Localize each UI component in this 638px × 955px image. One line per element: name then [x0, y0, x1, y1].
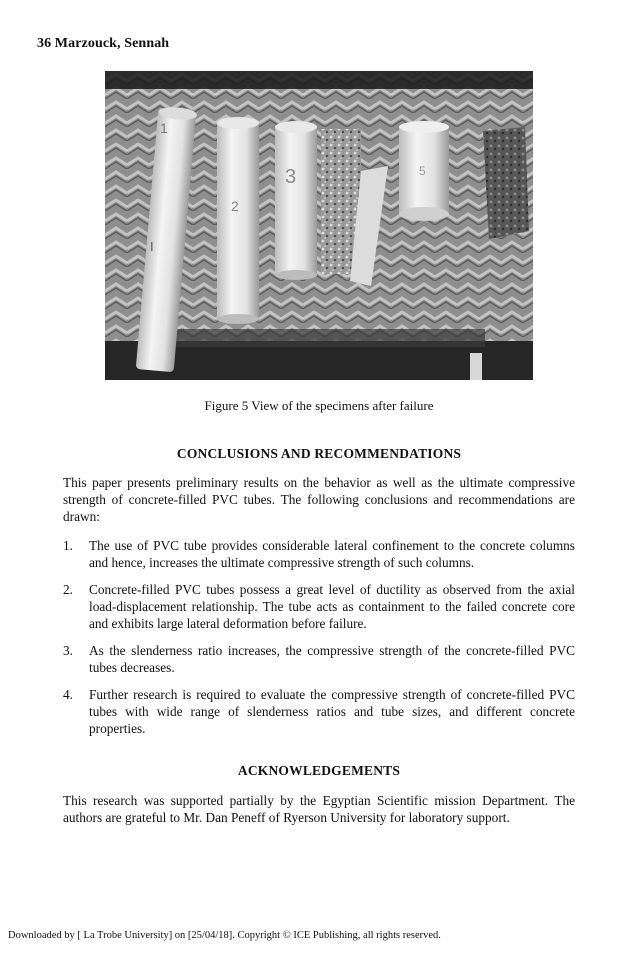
specimen-label-2: 2 — [231, 198, 239, 214]
download-footer: Downloaded by [ La Trobe University] on [25/04/18]. Copyright © ICE Publishing, all rights reserved. — [8, 930, 441, 941]
specimen-label-5: 5 — [419, 164, 426, 178]
specimen-label-1: 1 — [160, 120, 168, 136]
crushed-concrete-specimen — [483, 127, 529, 239]
list-item-number: 4. — [63, 687, 73, 702]
list-item-number: 2. — [63, 582, 73, 597]
acknowledgements-text: This research was supported partially by the Egyptian Scientific mission Department. The authors are grateful to Mr. Dan Peneff of Ryerson University for laboratory support. — [63, 793, 575, 825]
running-head: 36 Marzouck, Sennah — [37, 36, 170, 51]
specimen-label-3: 3 — [285, 166, 297, 188]
list-item-text: As the slenderness ratio increases, the compressive strength of the concrete-filled PVC tubes decreases. — [89, 643, 575, 675]
specimen-3-tube — [275, 121, 317, 280]
specimen-label-i: I — [150, 239, 154, 254]
list-item-text: Concrete-filled PVC tubes possess a great level of ductility as observed from the axial load-displacement relationship. The tube acts as containment to the failed concrete core and exhibits large lateral deformation before failure. — [89, 582, 575, 631]
conclusions-heading: CONCLUSIONS AND RECOMMENDATIONS — [176, 446, 462, 461]
list-item-text: Further research is required to evaluate the compressive strength of concrete-filled PVC tubes with wide range of slenderness ratios and tube sizes, and different concrete properties. — [89, 687, 575, 736]
list-item-text: The use of PVC tube provides considerable lateral confinement to the concrete columns and hence, increases the ultimate compressive strength of such columns. — [89, 538, 575, 570]
specimens-photo — [105, 71, 533, 380]
list-item-number: 1. — [63, 538, 73, 553]
specimen-2-tube — [217, 117, 259, 324]
conclusions-intro: This paper presents preliminary results on the behavior as well as the ultimate compressive strength of concrete-filled PVC tubes. The following conclusions and recommendations are drawn: — [63, 475, 575, 524]
acknowledgements-heading: ACKNOWLEDGEMENTS — [237, 763, 401, 778]
list-item-number: 3. — [63, 643, 73, 658]
figure-caption: Figure 5 View of the specimens after failure — [204, 398, 434, 413]
